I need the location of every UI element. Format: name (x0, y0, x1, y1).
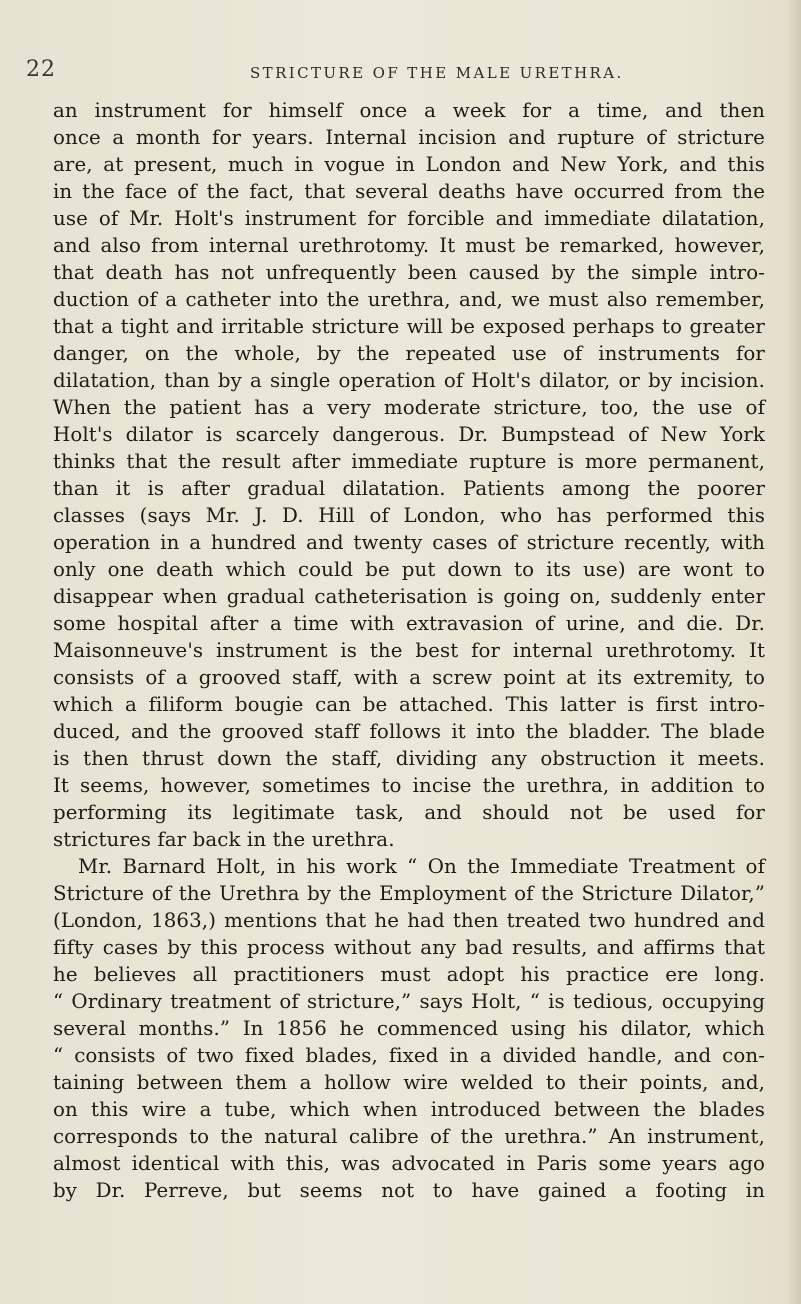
page-edge-shadow (787, 0, 801, 1304)
text-line: taining between them a hollow wire welded to their points, and, (53, 1071, 765, 1094)
text-line: by Dr. Perreve, but seems not to have gained a footing in (53, 1179, 765, 1202)
text-line: consists of a grooved staff, with a screw point at its extremity, to (53, 666, 765, 689)
text-line: duced, and the grooved staff follows it into the bladder. The blade (53, 720, 765, 743)
text-line: use of Mr. Holt's instrument for forcible and immediate dilatation, (53, 207, 765, 230)
text-line: danger, on the whole, by the repeated use of instruments for (53, 342, 765, 365)
text-line: and also from internal urethrotomy. It must be remarked, however, (53, 234, 765, 257)
page-number: 22 (26, 57, 56, 82)
text-line: It seems, however, sometimes to incise the urethra, in addition to (53, 774, 765, 797)
text-line: several months.” In 1856 he commenced using his dilator, which (53, 1017, 765, 1040)
text-line: corresponds to the natural calibre of the urethra.” An instrument, (53, 1125, 765, 1148)
text-line: operation in a hundred and twenty cases of stricture recently, with (53, 531, 765, 554)
text-line: are, at present, much in vogue in London and New York, and this (53, 153, 765, 176)
text-line: than it is after gradual dilatation. Patients among the poorer (53, 477, 765, 500)
text-line: performing its legitimate task, and should not be used for (53, 801, 765, 824)
text-line: an instrument for himself once a week for a time, and then (53, 99, 765, 122)
text-line: only one death which could be put down to its use) are wont to (53, 558, 765, 581)
text-line: “ consists of two fixed blades, fixed in a divided handle, and con- (53, 1044, 765, 1067)
text-line: once a month for years. Internal incision and rupture of stricture (53, 126, 765, 149)
text-line: duction of a catheter into the urethra, and, we must also remember, (53, 288, 765, 311)
text-line: dilatation, than by a single operation of Holt's dilator, or by incision. (53, 369, 765, 392)
text-line: When the patient has a very moderate stricture, too, the use of (53, 396, 765, 419)
text-line-paragraph-end: strictures far back in the urethra. (53, 828, 395, 851)
body-text (53, 97, 765, 1204)
text-line: “ Ordinary treatment of stricture,” says Holt, “ is tedious, occupying (53, 990, 765, 1013)
text-line: is then thrust down the staff, dividing any obstruction it meets. (53, 747, 765, 770)
text-line: which a filiform bougie can be attached. This latter is first intro- (53, 693, 765, 716)
text-line: that death has not unfrequently been caused by the simple intro- (53, 261, 765, 284)
text-line: in the face of the fact, that several deaths have occurred from the (53, 180, 765, 203)
text-line: Stricture of the Urethra by the Employment of the Stricture Dilator,” (53, 882, 765, 905)
text-line: classes (says Mr. J. D. Hill of London, who has performed this (53, 504, 765, 527)
text-line: (London, 1863,) mentions that he had then treated two hundred and (53, 909, 765, 932)
text-line: Holt's dilator is scarcely dangerous. Dr. Bumpstead of New York (53, 423, 765, 446)
text-line: Maisonneuve's instrument is the best for internal urethrotomy. It (53, 639, 765, 662)
text-line: that a tight and irritable stricture will be exposed perhaps to greater (53, 315, 765, 338)
text-line: on this wire a tube, which when introduced between the blades (53, 1098, 765, 1121)
text-line: disappear when gradual catheterisation is going on, suddenly enter (53, 585, 765, 608)
text-line: almost identical with this, was advocated in Paris some years ago (53, 1152, 765, 1175)
running-head: STRICTURE OF THE MALE URETHRA. (250, 64, 624, 82)
text-line: he believes all practitioners must adopt his practice ere long. (53, 963, 765, 986)
text-line-paragraph-start: Mr. Barnard Holt, in his work “ On the Immediate Treatment of (78, 855, 765, 878)
text-line: thinks that the result after immediate rupture is more permanent, (53, 450, 765, 473)
text-line: fifty cases by this process without any bad results, and affirms that (53, 936, 765, 959)
text-line: some hospital after a time with extravasion of urine, and die. Dr. (53, 612, 765, 635)
